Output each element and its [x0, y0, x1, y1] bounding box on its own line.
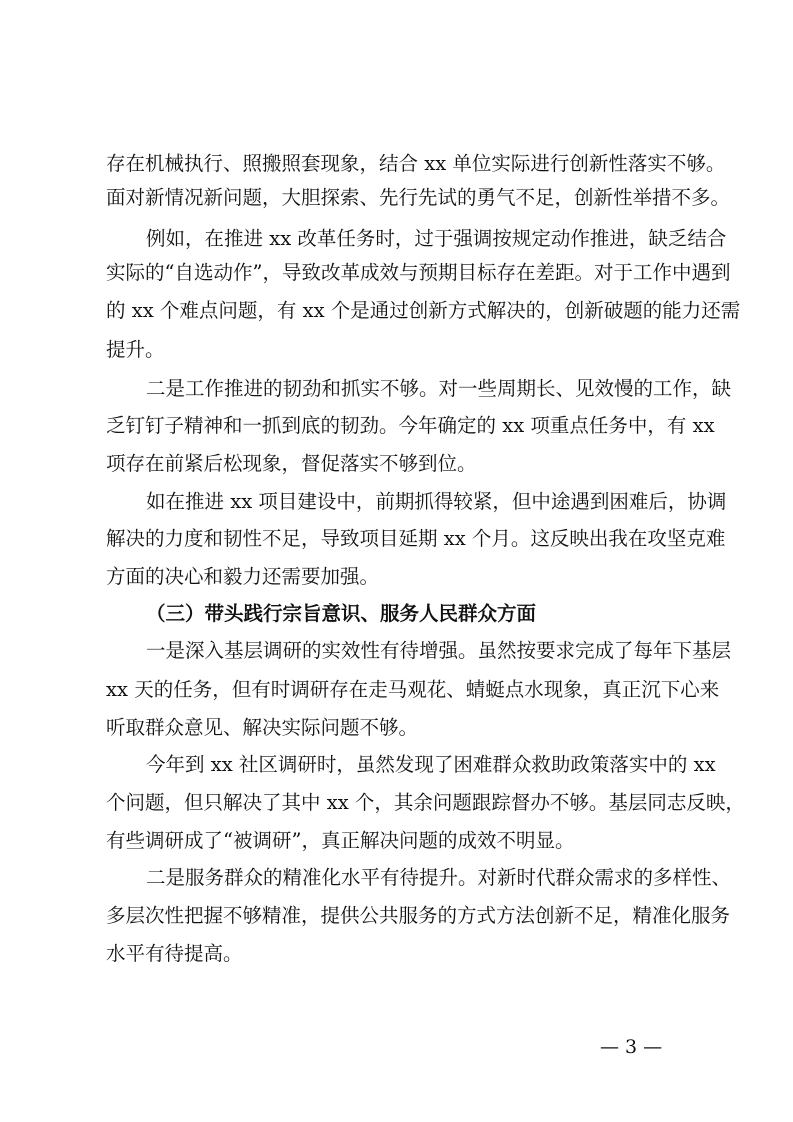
- text-line: 存在机械执行、照搬照套现象，结合 xx 单位实际进行创新性落实不够。: [106, 152, 726, 175]
- text-line: xx 天的任务，但有时调研存在走马观花、蜻蜓点水现象，真正沉下心来: [106, 678, 720, 701]
- text-line: 如在推进 xx 项目建设中，前期抓得较紧，但中途遇到困难后，协调: [146, 490, 727, 513]
- text-line: 有些调研成了“被调研”，真正解决问题的成效不明显。: [106, 829, 575, 852]
- text-line: 二是服务群众的精准化水平有待提升。对新时代群众需求的多样性、: [146, 866, 732, 889]
- section-heading: （三）带头践行宗旨意识、服务人民群众方面: [146, 602, 537, 625]
- text-line: 一是深入基层调研的实效性有待增强。虽然按要求完成了每年下基层: [146, 639, 732, 662]
- page-number: — 3 —: [600, 1036, 663, 1058]
- text-line: 个问题，但只解决了其中 xx 个，其余问题跟踪督办不够。基层同志反映，: [106, 791, 745, 814]
- text-line: 实际的“自选动作”，导致改革成效与预期目标存在差距。对于工作中遇到: [106, 261, 731, 284]
- text-line: 提升。: [106, 338, 165, 361]
- text-line: 面对新情况新问题，大胆探索、先行先试的勇气不足，创新性举措不多。: [106, 186, 731, 209]
- text-line: 水平有待提高。: [106, 942, 243, 965]
- text-line: 二是工作推进的韧劲和抓实不够。对一些周期长、见效慢的工作，缺: [146, 377, 732, 400]
- text-line: 例如，在推进 xx 改革任务时，过于强调按规定动作推进，缺乏结合: [146, 227, 727, 250]
- text-line: 乏钉钉子精神和一抓到底的韧劲。今年确定的 xx 项重点任务中，有 xx: [106, 414, 715, 437]
- text-line: 听取群众意见、解决实际问题不够。: [106, 716, 419, 739]
- text-line: 的 xx 个难点问题，有 xx 个是通过创新方式解决的，创新破题的能力还需: [106, 299, 741, 322]
- text-line: 项存在前紧后松现象，督促落实不够到位。: [106, 452, 477, 475]
- text-line: 多层次性把握不够精准，提供公共服务的方式方法创新不足，精准化服务: [106, 904, 731, 927]
- text-line: 方面的决心和毅力还需要加强。: [106, 565, 380, 588]
- text-line: 今年到 xx 社区调研时，虽然发现了困难群众救助政策落实中的 xx: [146, 753, 716, 776]
- text-line: 解决的力度和韧性不足，导致项目延期 xx 个月。这反映出我在攻坚克难: [106, 527, 726, 550]
